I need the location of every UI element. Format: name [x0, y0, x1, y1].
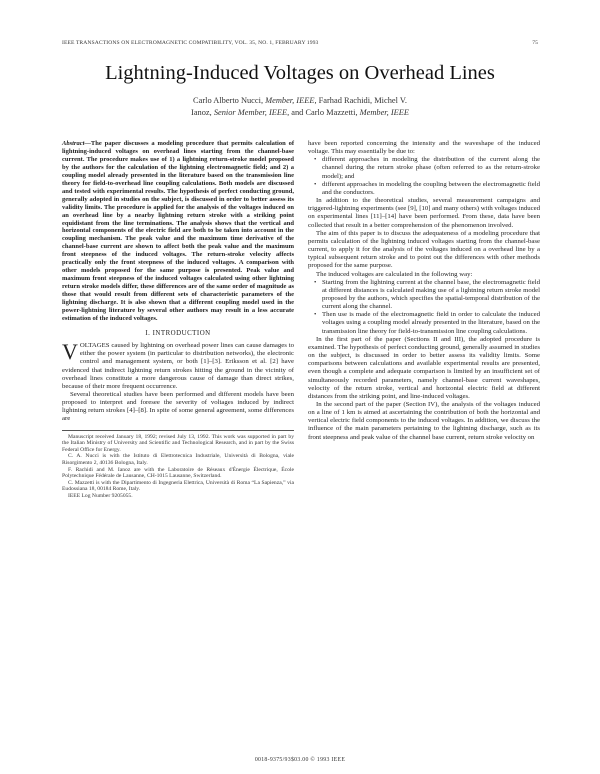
author-mazzetti: , and Carlo Mazzetti,	[287, 107, 360, 117]
paragraph-procedure: The induced voltages are calculated in the following way:	[316, 270, 473, 278]
paper-title: Lightning-Induced Voltages on Overhead Lines	[105, 62, 495, 84]
paragraph-first-part: In the first part of the paper (Sections II and III), the adopted procedure is examined. The hypothesis of perfect conducting ground, generally assumed in studies on the subject, is discussed in order to better assess its validity limits. Some comparisons between calculations and available experimental results are presented, even though a complete and adequate comparison is limited by an insufficient set of simultaneously recorded parameters, namely channel-base current waveshapes, velocity of the return stroke, vertical and horizontal electric field at different distances from the striking point, and line-induced voltages.	[308, 335, 540, 400]
author-nucci: Carlo Alberto Nucci,	[193, 96, 266, 105]
left-column	[62, 140, 294, 500]
section-heading-introduction: I. INTRODUCTION	[145, 329, 211, 337]
footnotes	[62, 430, 294, 500]
footnote-manuscript: Manuscript received January 18, 1992; revised July 13, 1992. This work was supported in part by the Italian Ministry of University and Scientific and Technological Research, and in part by the Swiss Federal Office for Energy.	[62, 433, 294, 453]
copyright-line: 0018-9375/93$03.00 © 1993 IEEE	[254, 757, 346, 763]
bullet-list-procedure	[308, 279, 540, 336]
list-item: • different approaches in modeling the distribution of the current along the channel during the return stroke phase (often referred to as the return-stroke model); and	[308, 156, 540, 180]
running-header	[62, 40, 538, 50]
paragraph-experiments: In addition to the theoretical studies, several measurement campaigns and triggered-lightning experiments (see [9], [10] and many others) with voltages induced on experimental lines [11]–[14] have been performed. From these, data have been collected that result in a better comprehension of the phenomenon involved.	[308, 197, 540, 229]
paragraph-aim: The aim of this paper is to discuss the adequateness of a modeling procedure that permits calculation of the lightning induced voltages starting from the channel-base current, to apply it for the analysis of the voltages induced on a overhead line by a typical subsequent return stroke and to point out the differences with other methods proposed for the same purpose.	[308, 229, 540, 270]
author-rachidi-ianoz: , Farhad Rachidi, Michel V.	[314, 96, 407, 105]
bullet-list-differences	[308, 156, 540, 197]
intro-paragraph-1	[62, 339, 294, 391]
footnote-mazzetti: C. Mazzetti is with the Dipartimento di Ingegneria Elettrica, Università di Roma “La Sapienza,” via Eudossiana 18, 00184 Rome, Italy.	[62, 479, 294, 493]
footnote-nucci: C. A. Nucci is with the Istituto di Elettrotecnica Industriale, Università di Bologna, viale Risorgimento 2, 40136 Bologna, Italy.	[62, 453, 294, 467]
list-item: • different approaches in modeling the coupling between the electromagnetic field and the conductors.	[308, 181, 540, 197]
running-title: IEEE TRANSACTIONS ON ELECTROMAGNETIC COMPATIBILITY, VOL. 35, NO. 1, FEBRUARY 1993	[62, 40, 319, 46]
abstract	[62, 140, 294, 323]
intro-paragraph-1-text: OLTAGES caused by lightning on overhead power lines can cause damages to either the power system (in particular to distribution networks), the electronic control and management system, or both [1]–[3]. Eriksson et al. [2] have evidenced that indirect lightning return strokes hitting the ground in the vicinity of overhead lines constitute a more dangerous cause of damage than direct strikes, because of their more frequent occurrence.	[62, 342, 294, 390]
list-item: • Starting from the lightning current at the channel base, the electromagnetic field at different distances is calculated making use of a lightning return stroke model proposed by the authors, which specifies the spatial-temporal distribution of the current along the channel.	[308, 279, 540, 312]
abstract-text: The paper discusses a modeling procedure that permits calculation of lightning-induced voltages on overhead lines starting from the channel-base current. The procedure makes use of 1) a lightning return-stroke model proposed by the authors for the calculation of the lightning electromagnetic field; and 2) a coupling model already presented in the literature based on the transmission line theory for field-to-overhead line coupling calculations. Both models are discussed and tested with experimental results. The hypothesis of perfect conducting ground, generally adopted in studies on the subject, is discussed in order to better assess its validity limits. The procedure is applied for the analysis of the voltages induced on an overhead line by a nearby lightning return stroke with a striking point equidistant from the line terminations. The analysis shows that the vertical and horizontal components of the electric field are both to be taken into account in the coupling mechanism. The peak value and the maximum time derivative of the channel-base current are shown to affect both the peak value and the maximum front steepness of the induced voltages. The return-stroke velocity affects practically only the front steepness of the induced voltages. A comparison with other models proposed for the same purpose is presented. Peak value and maximum front steepness of the induced voltages calculated using other lightning return stroke models differ, these differences are of the same order of magnitude as those that would result from different sets of characteristic parameters of the lightning discharge. It is also shown that a different coupling model used in the power-lightning literature by several other authors may result in a less accurate estimation of the induced voltages.	[62, 140, 294, 322]
author-ianoz: Ianoz,	[191, 107, 214, 117]
author-list	[150, 95, 450, 118]
author-grade: Senior Member, IEEE	[213, 107, 288, 117]
paragraph-second-part: In the second part of the paper (Section IV), the analysis of the voltages induced on a line of 1 km is aimed at ascertaining the contribution of both the horizontal and vertical electric field components to the induced voltages. In addition, we discuss the influence of the main parameters pertaining to the lightning discharge, such as its front steepness and peak value of the channel base current, return stroke velocity on	[308, 401, 540, 441]
abstract-lead: Abstract—	[62, 140, 91, 147]
list-item: • Then use is made of the electromagnetic field in order to calculate the induced voltages using a coupling model already presented in the literature, based on the transmission line theory for field-to-transmission line coupling calculations.	[308, 311, 540, 335]
page-number: 75	[532, 40, 538, 46]
footnote-log-number: IEEE Log Number 9205055.	[68, 492, 133, 499]
author-grade: Member, IEEE	[265, 96, 315, 105]
right-column	[308, 140, 540, 442]
footnote-rachidi-ianoz: F. Rachidi and M. Ianoz are with the Laboratoire de Réseaux d'Énergie Électrique, École Polytechnique Fédérale de Lausanne, CH-1015 Lausanne, Switzerland.	[62, 466, 294, 480]
author-grade: Member, IEEE	[359, 107, 409, 117]
drop-cap: V	[62, 339, 78, 365]
intro-paragraph-2: Several theoretical studies have been performed and different models have been proposed to interpret and foresee the severity of voltages induced by indirect lightning return strokes [4]–[8]. In spite of some general agreement, some differences are	[62, 391, 294, 423]
right-intro: have been reported concerning the intensity and the waveshape of the induced voltage. This may essentially be due to:	[308, 140, 540, 156]
